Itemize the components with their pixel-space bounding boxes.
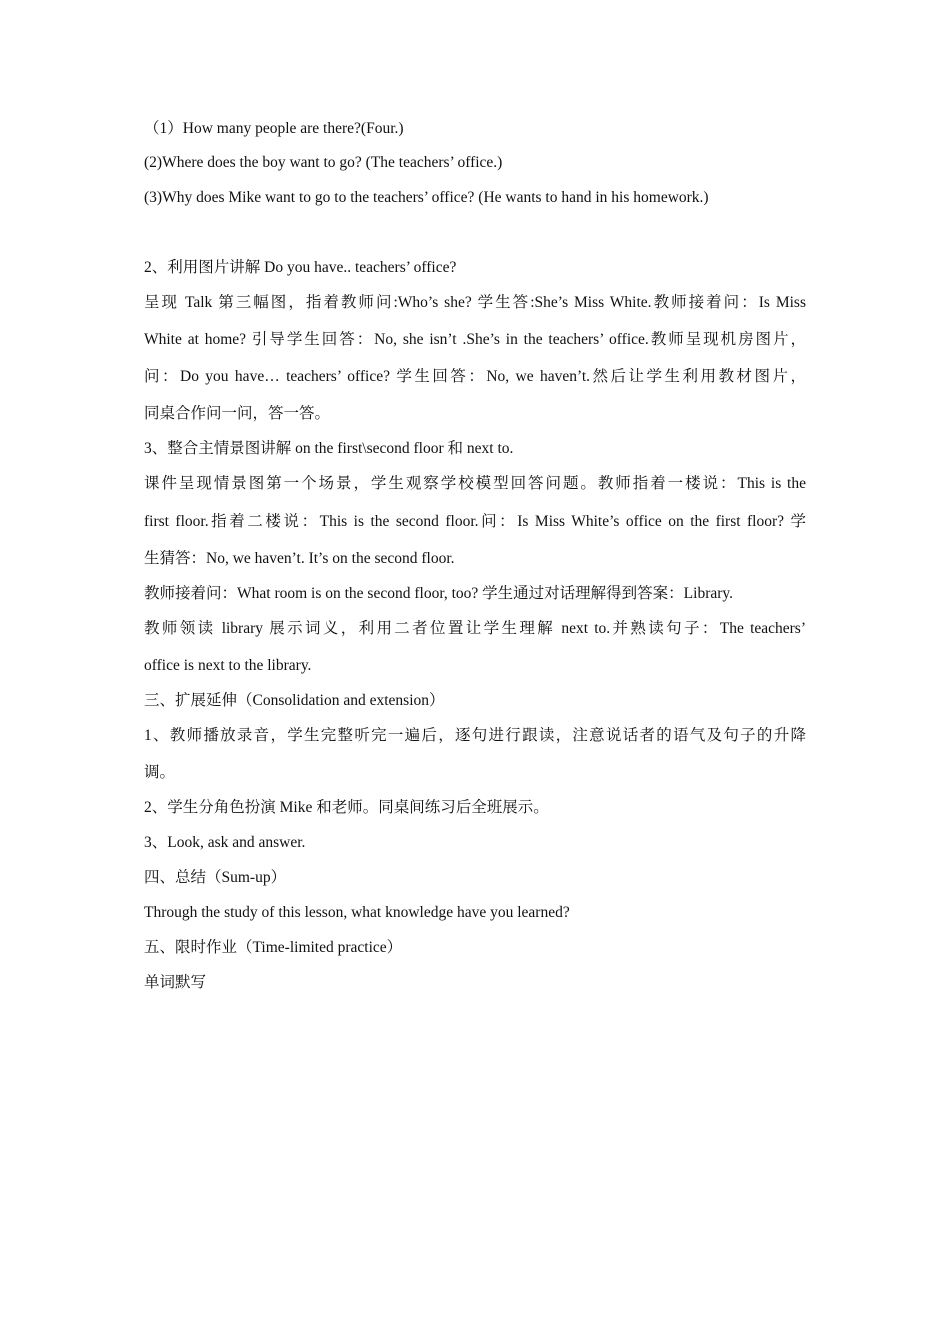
paragraph-line: Through the study of this lesson, what knowledge have you learned? <box>144 904 570 921</box>
section-2-heading: 2、利用图片讲解 Do you have.. teachers’ office? <box>144 259 457 276</box>
question-3: (3)Why does Mike want to go to the teachers’ office? (He wants to hand in his homework.) <box>144 189 709 206</box>
paragraph-line: 教师领读 library 展示词义，利用二者位置让学生理解 next to.并熟读句子：The teachers’ <box>144 620 806 637</box>
paragraph-line: 调。 <box>144 764 176 781</box>
question-1: （1）How many people are there?(Four.) <box>144 120 404 137</box>
homework-heading: 五、限时作业（Time-limited practice） <box>144 939 403 956</box>
paragraph-line: 呈现 Talk 第三幅图，指着教师问:Who’s she? 学生答:She’s Miss White.教师接着问：Is Miss <box>144 294 806 311</box>
paragraph-line: 生猜答：No, we haven’t. It’s on the second floor. <box>144 550 455 567</box>
paragraph-line: 单词默写 <box>144 974 207 991</box>
paragraph-line: 同桌合作问一问，答一答。 <box>144 405 331 422</box>
paragraph-line: 教师接着问：What room is on the second floor, too? 学生通过对话理解得到答案：Library. <box>144 585 734 602</box>
paragraph-line: 课件呈现情景图第一个场景，学生观察学校模型回答问题。教师指着一楼说：This is the <box>144 475 806 492</box>
list-item: 2、学生分角色扮演 Mike 和老师。同桌间练习后全班展示。 <box>144 799 549 816</box>
paragraph-line: 1、教师播放录音，学生完整听完一遍后，逐句进行跟读，注意说话者的语气及句子的升降 <box>144 727 806 744</box>
paragraph-line: office is next to the library. <box>144 657 312 674</box>
list-item: 3、Look, ask and answer. <box>144 834 306 851</box>
paragraph-line: White at home? 引导学生回答：No, she isn’t .She’s in the teachers’ office.教师呈现机房图片， <box>144 331 806 348</box>
section-3-heading: 3、整合主情景图讲解 on the first\second floor 和 next to. <box>144 440 514 457</box>
summary-heading: 四、总结（Sum-up） <box>144 869 287 886</box>
paragraph-line: first floor.指着二楼说：This is the second floor.问：Is Miss White’s office on the first floor? 学 <box>144 513 806 530</box>
question-2: (2)Where does the boy want to go? (The teachers’ office.) <box>144 154 503 171</box>
consolidation-heading: 三、扩展延伸（Consolidation and extension） <box>144 692 445 709</box>
paragraph-line: 问：Do you have… teachers’ office? 学生回答：No, we haven’t.然后让学生利用教材图片， <box>144 368 806 385</box>
